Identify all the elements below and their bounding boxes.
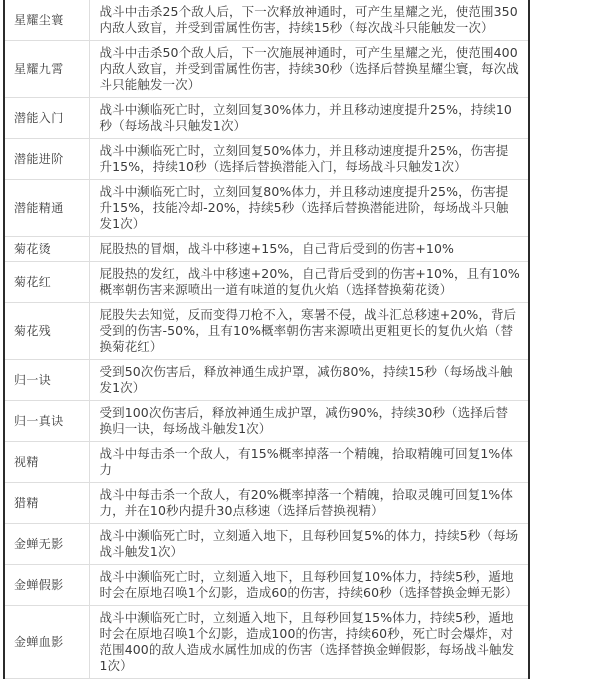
table-row: [4, 360, 529, 401]
table-row: [4, 0, 529, 41]
table-row: [4, 606, 529, 679]
skill-description-cell: 受到100次伤害后，释放神通生成护罩，减伤90%，持续30秒（选择后替换归一诀，每场战斗触发1次）: [89, 401, 529, 442]
skill-description-cell: 战斗中濒临死亡时，立刻遁入地下，且每秒回复5%的体力，持续5秒（每场战斗触发1次）: [89, 524, 529, 565]
skill-name-cell: 潜能精通: [4, 180, 89, 237]
skill-description-cell: 战斗中每击杀一个敌人，有20%概率掉落一个精魄，拾取灵魄可回复1%体力，并在10秒内提升30点移速（选择后替换视精）: [89, 483, 529, 524]
table-row: [4, 41, 529, 98]
skill-name-cell: 猎精: [4, 483, 89, 524]
table-row: [4, 180, 529, 237]
skill-description-cell: 战斗中击杀25个敌人后，下一次释放神通时，可产生星耀之光，使范围350内敌人致盲，并受到雷属性伤害，持续15秒（每次战斗只能触发一次）: [89, 0, 529, 41]
skill-name-cell: 星耀九霄: [4, 41, 89, 98]
skill-description-cell: 战斗中濒临死亡时，立刻回复50%体力，并且移动速度提升25%，伤害提升15%，持续10秒（选择后替换潜能入门，每场战斗只触发1次）: [89, 139, 529, 180]
skill-name-cell: 菊花红: [4, 262, 89, 303]
table-row: [4, 442, 529, 483]
skill-description-cell: 战斗中濒临死亡时，立刻遁入地下，且每秒回复15%体力，持续5秒，遁地时会在原地召唤1个幻影，造成100的伤害，持续60秒，死亡时会爆炸，对范围400的敌人造成水属性加成的伤害（选择替换金蝉假影，每场战斗触发1次）: [89, 606, 529, 679]
table-row: [4, 565, 529, 606]
skill-description-cell: 战斗中每击杀一个敌人，有15%概率掉落一个精魄，拾取精魄可回复1%体力: [89, 442, 529, 483]
table-row: [4, 303, 529, 360]
skill-name-cell: 潜能进阶: [4, 139, 89, 180]
skill-name-cell: 金蝉血影: [4, 606, 89, 679]
skill-description-cell: 战斗中濒临死亡时，立刻遁入地下，且每秒回复10%体力，持续5秒，遁地时会在原地召唤1个幻影，造成60的伤害，持续60秒（选择替换金蝉无影）: [89, 565, 529, 606]
table-row: [4, 483, 529, 524]
skill-name-cell: 金蝉假影: [4, 565, 89, 606]
skill-name-cell: 金蝉无影: [4, 524, 89, 565]
skill-description-cell: 战斗中濒临死亡时，立刻回复30%体力，并且移动速度提升25%，持续10秒（每场战斗只触发1次）: [89, 98, 529, 139]
skill-table-body: [4, 0, 529, 679]
table-row: [4, 401, 529, 442]
skill-name-cell: 菊花残: [4, 303, 89, 360]
skill-name-cell: 潜能入门: [4, 98, 89, 139]
table-row: [4, 524, 529, 565]
table-row: [4, 98, 529, 139]
skill-description-cell: 屁股热的冒烟，战斗中移速+15%，自己背后受到的伤害+10%: [89, 237, 529, 262]
skill-name-cell: 归一诀: [4, 360, 89, 401]
skill-table: [3, 0, 530, 679]
skill-name-cell: 归一真诀: [4, 401, 89, 442]
skill-description-cell: 战斗中击杀50个敌人后，下一次施展神通时，可产生星耀之光，使范围400内敌人致盲，并受到雷属性伤害，持续30秒（选择后替换星耀尘寰，每次战斗只能触发一次）: [89, 41, 529, 98]
table-row: [4, 237, 529, 262]
skill-name-cell: 视精: [4, 442, 89, 483]
table-row: [4, 262, 529, 303]
skill-description-cell: 屁股热的发红，战斗中移速+20%，自己背后受到的伤害+10%，且有10%概率朝伤害来源喷出一道有味道的复仇火焰（选择替换菊花烫）: [89, 262, 529, 303]
table-row: [4, 139, 529, 180]
skill-name-cell: 星耀尘寰: [4, 0, 89, 41]
skill-description-cell: 屁股失去知觉，反而变得刀枪不入，寒暑不侵，战斗汇总移速+20%，背后受到的伤害-50%，且有10%概率朝伤害来源喷出更粗更长的复仇火焰（替换菊花红）: [89, 303, 529, 360]
skill-name-cell: 菊花烫: [4, 237, 89, 262]
skill-description-cell: 受到50次伤害后，释放神通生成护罩，减伤80%，持续15秒（每场战斗触发1次）: [89, 360, 529, 401]
skill-description-cell: 战斗中濒临死亡时，立刻回复80%体力，并且移动速度提升25%，伤害提升15%，技能冷却-20%，持续5秒（选择后替换潜能进阶，每场战斗只触发1次）: [89, 180, 529, 237]
